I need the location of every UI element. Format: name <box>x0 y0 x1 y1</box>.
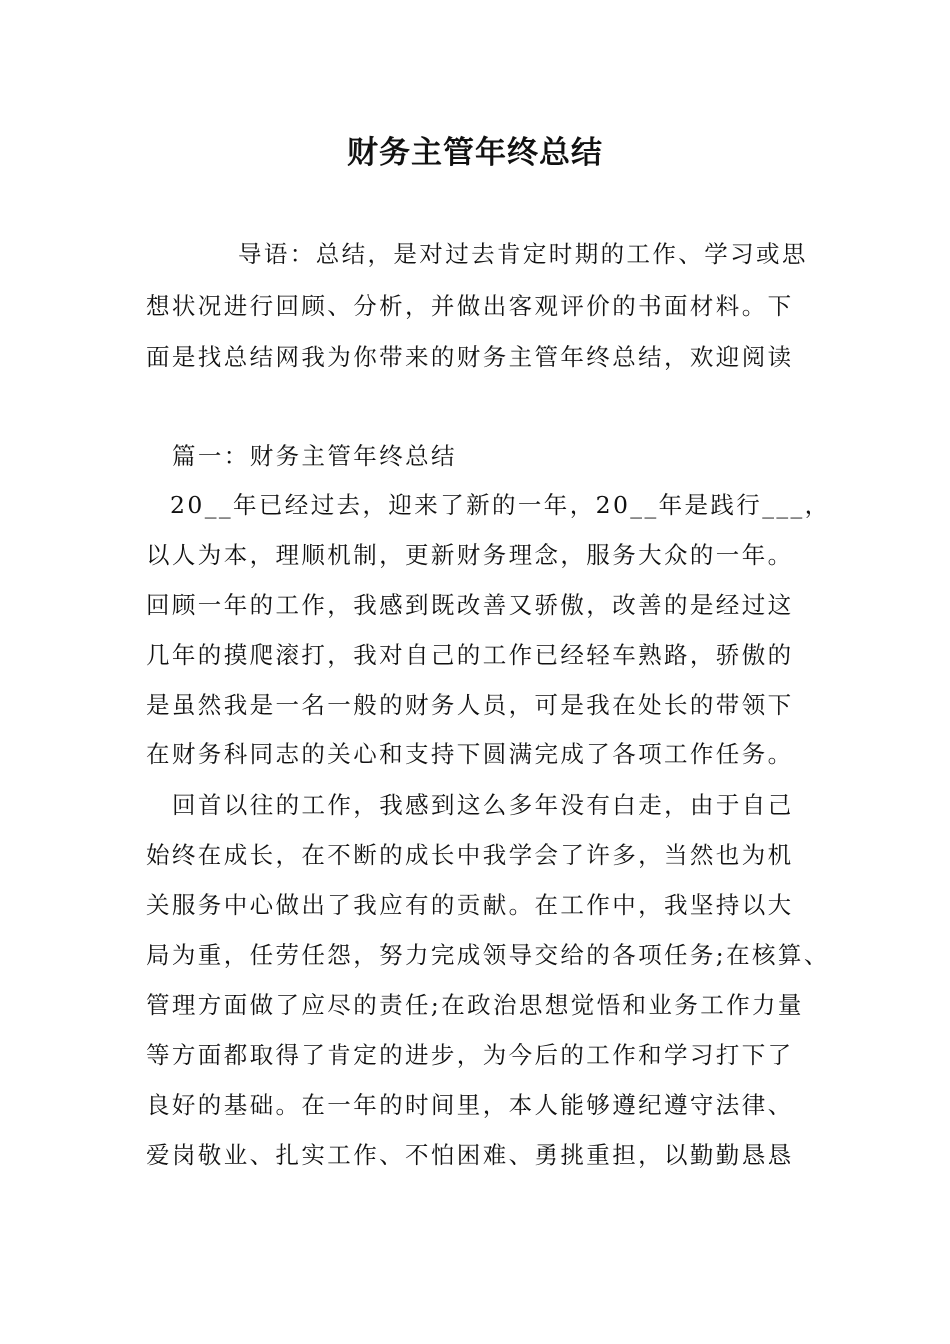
paragraph-line: 回首以往的工作，我感到这么多年没有白走，由于自己 <box>172 791 794 819</box>
document-title: 财务主管年终总结 <box>347 135 603 171</box>
intro-line: 导语：总结，是对过去肯定时期的工作、学习或思 <box>238 240 808 268</box>
intro-line: 面是找总结网我为你带来的财务主管年终总结，欢迎阅读 <box>146 343 794 371</box>
paragraph-line: 管理方面做了应尽的责任;在政治思想觉悟和业务工作力量 <box>146 991 804 1019</box>
paragraph-line: 关服务中心做出了我应有的贡献。在工作中，我坚持以大 <box>146 891 794 919</box>
paragraph-line: 良好的基础。在一年的时间里，本人能够遵纪遵守法律、 <box>146 1091 794 1119</box>
intro-line: 想状况进行回顾、分析，并做出客观评价的书面材料。下 <box>146 292 794 320</box>
paragraph-line: 以人为本，理顺机制，更新财务理念，服务大众的一年。 <box>146 541 794 569</box>
section-heading: 篇一：财务主管年终总结 <box>172 442 457 470</box>
paragraph-line: 始终在成长，在不断的成长中我学会了许多，当然也为机 <box>146 841 794 869</box>
paragraph-line: 爱岗敬业、扎实工作、不怕困难、勇挑重担，以勤勤恳恳 <box>146 1141 794 1169</box>
paragraph-line: 是虽然我是一名一般的财务人员，可是我在处长的带领下 <box>146 691 794 719</box>
paragraph-line: 回顾一年的工作，我感到既改善又骄傲，改善的是经过这 <box>146 591 794 619</box>
paragraph-line: 几年的摸爬滚打，我对自己的工作已经轻车熟路，骄傲的 <box>146 641 794 669</box>
paragraph-line: 20__年已经过去，迎来了新的一年，20__年是践行___， <box>170 491 831 519</box>
paragraph-line: 在财务科同志的关心和支持下圆满完成了各项工作任务。 <box>146 740 794 768</box>
paragraph-line: 局为重，任劳任怨，努力完成领导交给的各项任务;在核算、 <box>146 941 830 969</box>
paragraph-line: 等方面都取得了肯定的进步，为今后的工作和学习打下了 <box>146 1041 794 1069</box>
